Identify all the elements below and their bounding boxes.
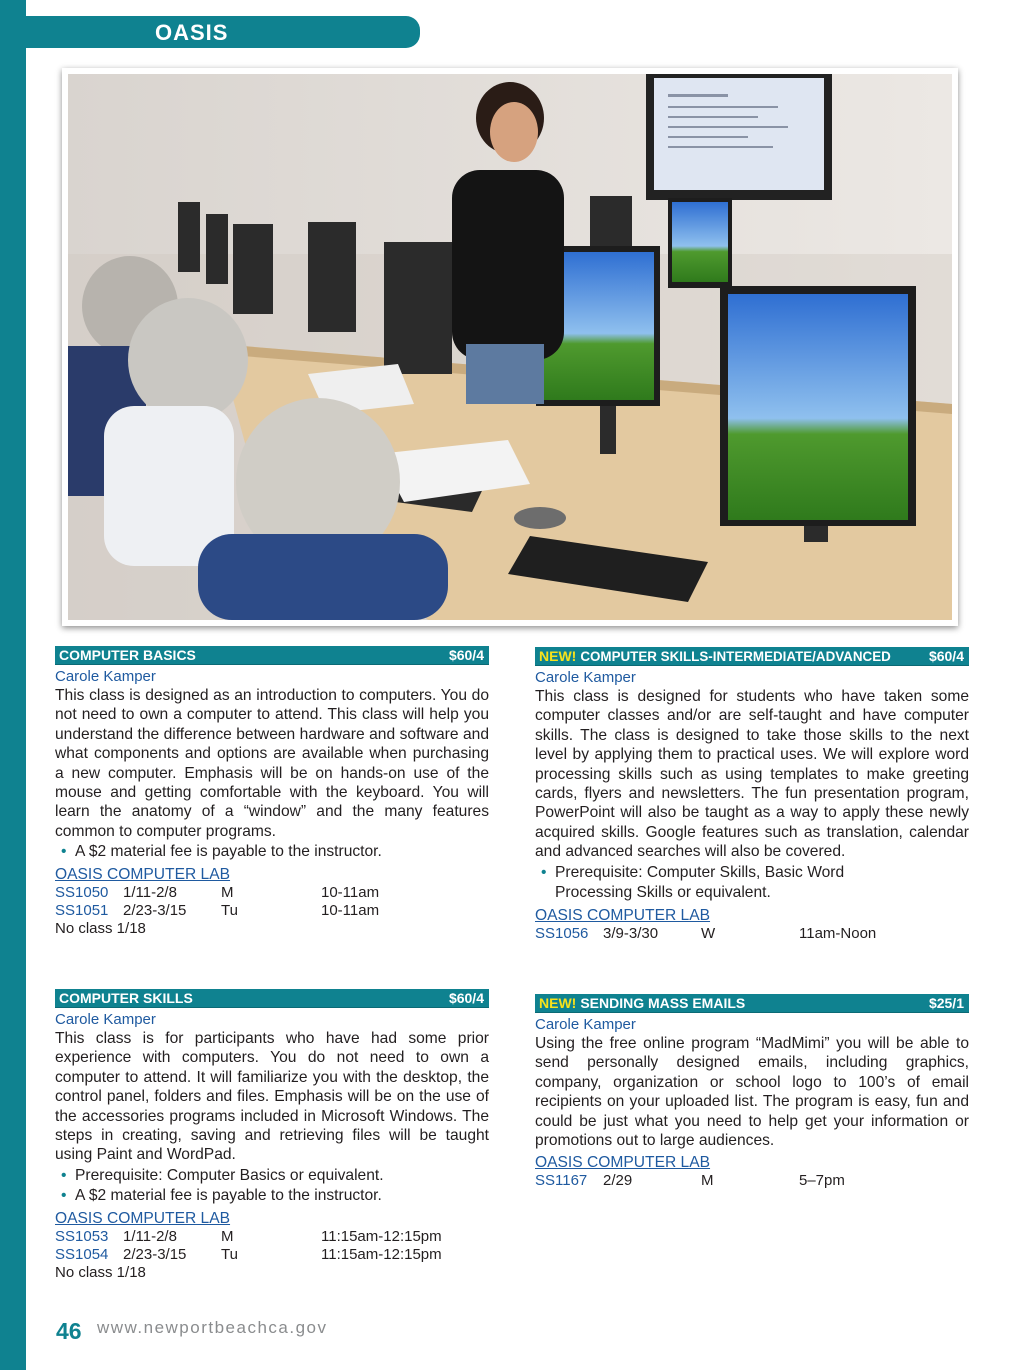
session-dates: 2/29: [603, 1172, 633, 1190]
session-day: W: [701, 924, 716, 942]
bullet-icon: •: [61, 1166, 67, 1184]
session-row: [55, 1246, 489, 1264]
bullet-icon: •: [61, 843, 67, 861]
course-price: $60/4: [448, 990, 484, 1006]
session-dates: 2/23-3/15: [123, 902, 187, 920]
course-description: Using the free online program “MadMimi” you will be able to send personally designed emails, including graphics, company, organization or school logo to 100’s of email recipients on your uploaded list. The program is easy, fun and could be just what you need to help get your information or promotions out to large audiences.: [535, 1035, 969, 1150]
session-dates: 3/9-3/30: [603, 924, 659, 942]
location-link[interactable]: OASIS COMPUTER LAB: [535, 1154, 711, 1172]
footer-url[interactable]: www.newportbeachca.gov: [97, 1318, 328, 1337]
photo-frame: [62, 68, 958, 626]
session-time: 10-11am: [321, 884, 380, 902]
session-time: 11:15am-12:15pm: [321, 1227, 442, 1245]
session-row: [535, 925, 969, 943]
session-code[interactable]: SS1053: [55, 1227, 109, 1245]
course-description: This class is for participants who have had some prior experience with computers. You do not need to own a computer to attend. It will familiarize you with the desktop, the control panel, folders and files. Emphasis will be on the use of the accessories programs included in Microsoft Windows. The steps in creating, saving and retrieving files will be taught using Paint and WordPad.: [55, 1030, 489, 1164]
location-link[interactable]: OASIS COMPUTER LAB: [535, 906, 711, 924]
session-day: M: [221, 1227, 234, 1245]
instructor-name: Carole Kamper: [55, 1011, 156, 1028]
session-dates: 1/11-2/8: [123, 884, 177, 902]
bullet-item: • A $2 material fee is payable to the instructor.: [61, 843, 382, 861]
session-time: 11am-Noon: [799, 924, 877, 942]
course-title: SENDING MASS EMAILS: [580, 995, 746, 1011]
session-day: M: [701, 1172, 714, 1190]
side-accent-bar: [0, 0, 26, 1370]
course-title: COMPUTER BASICS: [59, 647, 196, 663]
bullet-item: • Prerequisite: Computer Skills, Basic Word Processing Skills or equivalent.: [541, 863, 845, 901]
session-code[interactable]: SS1050: [55, 884, 109, 902]
session-dates: 2/23-3/15: [123, 1245, 187, 1263]
bullet-item: • A $2 material fee is payable to the instructor.: [61, 1186, 382, 1204]
course-title-bar: [55, 989, 489, 1008]
course-computer-basics: [55, 646, 489, 938]
instructor-name: Carole Kamper: [535, 1016, 636, 1033]
instructor-name: Carole Kamper: [535, 669, 636, 686]
course-description: This class is designed for students who have taken some computer classes and/or are self-taught and have computer skills. The class is designed to take those skills to the next level by applying them to practical uses. We will explore word processing skills such as using templates to make greeting cards, flyers and newsletters. The fun presentation program, PowerPoint will also be taught as a way to apply these newly acquired skills. Google features such as translation, calendar and advanced searches will also be covered.: [535, 688, 969, 861]
bullet-icon: •: [61, 1186, 67, 1204]
course-title: COMPUTER SKILLS-INTERMEDIATE/ADVANCED: [580, 649, 891, 664]
session-day: Tu: [221, 902, 238, 920]
session-time: 10-11am: [321, 902, 380, 920]
course-price: $60/4: [448, 647, 484, 663]
course-title-bar: [535, 647, 969, 666]
course-price: $60/4: [928, 648, 964, 664]
course-sending-mass-emails: [535, 994, 969, 1190]
session-day: Tu: [221, 1245, 238, 1263]
course-description: This class is designed as an introduction to computers. You do not need to own a computer to attend. This class will help you understand the difference between hardware and software and what components and options are available when purchasing a new computer. Emphasis will be on hands-on use of the mouse and getting comfortable with the keyboard. You will learn the anatomy of a “window” and the many features common to computer programs.: [55, 687, 489, 840]
new-badge: NEW!: [539, 995, 577, 1011]
new-badge: NEW!: [539, 648, 577, 664]
course-bullets: [535, 863, 969, 903]
session-code[interactable]: SS1051: [55, 902, 109, 920]
session-code[interactable]: SS1054: [55, 1245, 109, 1263]
course-computer-skills-advanced: [535, 647, 969, 943]
page-number: 46: [56, 1318, 82, 1344]
session-day: M: [221, 884, 234, 902]
location-link[interactable]: OASIS COMPUTER LAB: [55, 866, 231, 884]
section-title: OASIS: [155, 20, 229, 45]
course-note: No class 1/18: [55, 1263, 146, 1281]
session-row: [55, 1228, 489, 1246]
session-row: [535, 1172, 969, 1190]
session-dates: 1/11-2/8: [123, 1227, 177, 1245]
course-bullets: [55, 1166, 489, 1206]
session-code[interactable]: SS1056: [535, 924, 589, 942]
session-code[interactable]: SS1167: [535, 1172, 588, 1190]
session-row: [55, 884, 489, 902]
course-bullets: [55, 842, 489, 862]
course-price: $25/1: [928, 995, 964, 1011]
course-title: COMPUTER SKILLS: [59, 990, 193, 1006]
course-title-bar: [535, 994, 969, 1013]
session-time: 11:15am-12:15pm: [321, 1245, 442, 1263]
computer-class-illustration: [68, 74, 952, 620]
course-note: No class 1/18: [55, 920, 146, 938]
course-computer-skills: [55, 989, 489, 1282]
bullet-item: • Prerequisite: Computer Basics or equivalent.: [61, 1166, 384, 1184]
session-time: 5–7pm: [799, 1172, 845, 1190]
bullet-icon: •: [541, 863, 547, 881]
computer-class-photo: [68, 74, 952, 620]
instructor-name: Carole Kamper: [55, 668, 156, 685]
location-link[interactable]: OASIS COMPUTER LAB: [55, 1209, 231, 1227]
course-title-bar: [55, 646, 489, 665]
session-row: [55, 902, 489, 920]
